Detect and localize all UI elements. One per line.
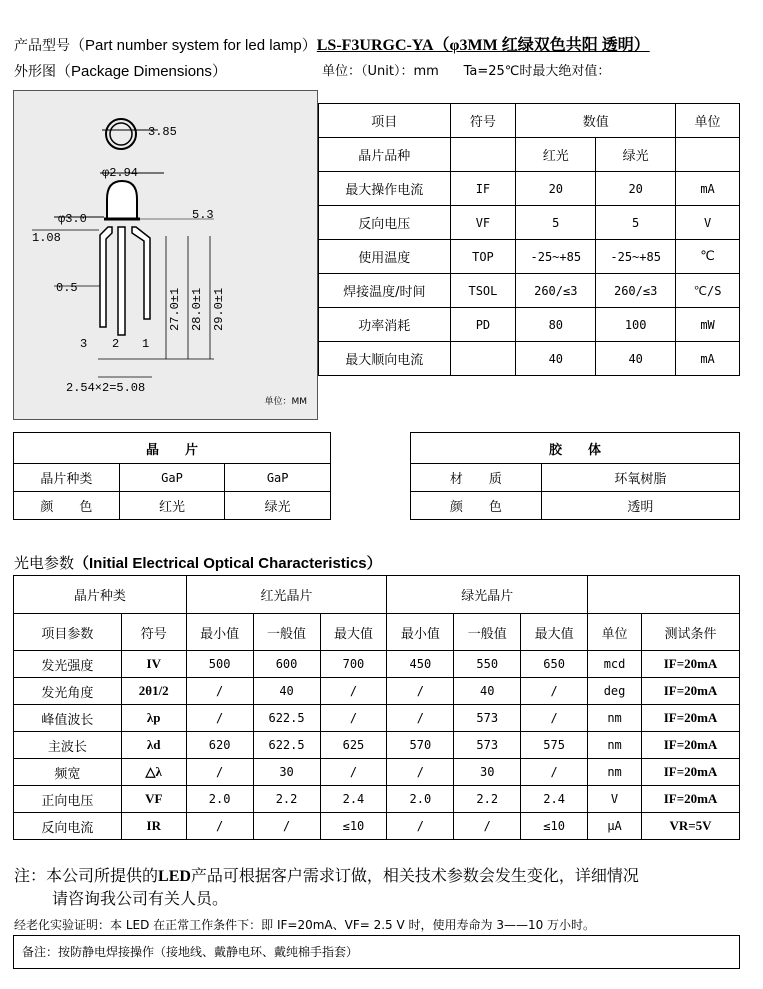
note-remark: 备注：按防静电焊接操作（接地线、戴静电环、戴纯棉手指套） — [13, 935, 740, 969]
dim-30: φ3.0 — [58, 212, 87, 226]
cell — [450, 138, 516, 172]
cell: 环氧树脂 — [541, 464, 739, 492]
table-row — [411, 433, 740, 464]
header-item: 项目 — [319, 104, 451, 138]
cell: V — [588, 786, 642, 813]
table-row — [14, 705, 740, 732]
cell: / — [387, 705, 454, 732]
cell: 550 — [454, 651, 521, 678]
cell: mA — [676, 342, 740, 376]
dim-53: 5.3 — [192, 208, 214, 222]
cell: GaP — [119, 464, 225, 492]
col-header: 符号 — [121, 614, 186, 651]
cell: nm — [588, 705, 642, 732]
package-drawing — [13, 90, 318, 420]
cell: -25~+85 — [596, 240, 676, 274]
cell: 2θ1/2 — [121, 678, 186, 705]
cell: / — [454, 813, 521, 840]
table-row — [14, 433, 331, 464]
note-text: 注：本公司所提供的 — [14, 866, 159, 885]
cell: 绿光 — [596, 138, 676, 172]
cell: nm — [588, 759, 642, 786]
cell: 40 — [516, 342, 596, 376]
col-header: 最大值 — [320, 614, 387, 651]
table-row — [14, 614, 740, 651]
cell: IR — [121, 813, 186, 840]
cell: mA — [676, 172, 740, 206]
lead-2 — [118, 227, 125, 335]
cell: / — [387, 759, 454, 786]
cell: 2.4 — [320, 786, 387, 813]
note-text: 产品可根据客户需求订做，相关技术参数会发生变化，详细情况 — [190, 866, 639, 885]
note-led: LED — [158, 868, 191, 885]
cell: IF=20mA — [642, 786, 740, 813]
table-row — [319, 308, 740, 342]
cell: 573 — [454, 705, 521, 732]
cell: 573 — [454, 732, 521, 759]
note-text-2: 请咨询我公司有关人员。 — [52, 889, 229, 908]
optical-section-title — [14, 552, 382, 573]
max-ratings-table — [318, 103, 740, 376]
cell: 2.2 — [454, 786, 521, 813]
dim-29: 29.0±1 — [212, 287, 226, 331]
cell: 260/≤3 — [516, 274, 596, 308]
chip-title: 晶 片 — [14, 433, 331, 464]
cell: 40 — [596, 342, 676, 376]
cell: deg — [588, 678, 642, 705]
part-description: （φ3MM 红绿双色共阳 透明） — [433, 37, 650, 54]
group-header: 绿光晶片 — [387, 576, 588, 614]
cell: 650 — [521, 651, 588, 678]
dim-294: φ2.94 — [102, 166, 139, 180]
table-row — [14, 576, 740, 614]
cell: 使用温度 — [319, 240, 451, 274]
cell: 红光 — [119, 492, 225, 520]
cell: 5 — [596, 206, 676, 240]
cell: 最大操作电流 — [319, 172, 451, 206]
table-row — [14, 464, 331, 492]
cell: / — [320, 759, 387, 786]
part-number-label-en: （Part number system for led lamp） — [70, 37, 317, 54]
table-row — [14, 492, 331, 520]
dim-05: 0.5 — [56, 281, 78, 295]
cell: 焊接温度/时间 — [319, 274, 451, 308]
table-row — [14, 651, 740, 678]
cell: VR=5V — [642, 813, 740, 840]
cell: 正向电压 — [14, 786, 122, 813]
col-header: 测试条件 — [642, 614, 740, 651]
cell: ≤10 — [320, 813, 387, 840]
cell: 622.5 — [253, 732, 320, 759]
cell: 反向电压 — [319, 206, 451, 240]
unit-text: 单位：（Unit）：mm — [322, 64, 439, 79]
cell: VF — [121, 786, 186, 813]
cell: TSOL — [450, 274, 516, 308]
dim-pitch: 2.54×2=5.08 — [66, 381, 146, 395]
cell: / — [186, 705, 253, 732]
cell: mW — [676, 308, 740, 342]
cell: 发光强度 — [14, 651, 122, 678]
lead-3 — [100, 227, 112, 327]
cell: IF — [450, 172, 516, 206]
cell: nm — [588, 732, 642, 759]
cell: ≤10 — [521, 813, 588, 840]
cell: / — [521, 705, 588, 732]
cell: △λ — [121, 759, 186, 786]
cell: 2.4 — [521, 786, 588, 813]
pin-2: 2 — [112, 337, 120, 351]
cell: 2.2 — [253, 786, 320, 813]
cell — [450, 342, 516, 376]
cell: IF=20mA — [642, 732, 740, 759]
cell: ℃/S — [676, 274, 740, 308]
table-row — [14, 759, 740, 786]
cell: 30 — [253, 759, 320, 786]
cell: λd — [121, 732, 186, 759]
cell: μA — [588, 813, 642, 840]
table-row — [319, 342, 740, 376]
package-label: 外形图 — [14, 64, 56, 80]
group-header: 晶片种类 — [14, 576, 187, 614]
cell: PD — [450, 308, 516, 342]
col-header: 一般值 — [253, 614, 320, 651]
col-header: 单位 — [588, 614, 642, 651]
cell: / — [387, 813, 454, 840]
dim-108: 1.08 — [32, 231, 61, 245]
cell: 最大顺向电流 — [319, 342, 451, 376]
cell: 2.0 — [186, 786, 253, 813]
pin-3: 3 — [80, 337, 88, 351]
part-number: LS-F3URGC-YA — [316, 37, 434, 54]
cell: 20 — [516, 172, 596, 206]
optical-rows — [14, 651, 740, 840]
epoxy-title: 胶 体 — [411, 433, 740, 464]
table-row — [319, 104, 740, 138]
table-row — [319, 138, 740, 172]
cell: 40 — [454, 678, 521, 705]
col-header: 项目参数 — [14, 614, 122, 651]
cell: mcd — [588, 651, 642, 678]
cell: 功率消耗 — [319, 308, 451, 342]
cell: V — [676, 206, 740, 240]
epoxy-table — [410, 432, 740, 520]
group-header-empty — [588, 576, 740, 614]
note-aging: 经老化实验证明：本 LED 在正常工作条件下：即 IF=20mA、VF= 2.5 V 时，使用寿命为 3——10 万小时。 — [14, 918, 596, 932]
note-main — [14, 865, 744, 910]
cell: 红光 — [516, 138, 596, 172]
table-row — [319, 172, 740, 206]
cell: 575 — [521, 732, 588, 759]
header-symbol: 符号 — [450, 104, 516, 138]
pin-1: 1 — [142, 337, 150, 351]
cell: 晶片品种 — [319, 138, 451, 172]
cell: TOP — [450, 240, 516, 274]
optical-title-en: （Initial Electrical Optical Characteristics） — [74, 555, 382, 572]
lead-1 — [132, 227, 150, 319]
cell: 450 — [387, 651, 454, 678]
cell: 30 — [454, 759, 521, 786]
cell: / — [253, 813, 320, 840]
table-row — [319, 240, 740, 274]
dim-27: 27.0±1 — [168, 287, 182, 331]
cell: 5 — [516, 206, 596, 240]
cell: IF=20mA — [642, 759, 740, 786]
top-view-inner-circle — [110, 123, 132, 145]
unit-line — [322, 60, 610, 79]
cell: / — [186, 813, 253, 840]
cell: VF — [450, 206, 516, 240]
part-number-line — [14, 32, 650, 55]
cell: IF=20mA — [642, 678, 740, 705]
group-header: 红光晶片 — [186, 576, 387, 614]
cell: 500 — [186, 651, 253, 678]
cell: 20 — [596, 172, 676, 206]
table-row — [411, 492, 740, 520]
cell: 620 — [186, 732, 253, 759]
chip-table — [13, 432, 331, 520]
col-header: 最小值 — [387, 614, 454, 651]
cell: / — [186, 759, 253, 786]
cell: 100 — [596, 308, 676, 342]
header-value: 数值 — [516, 104, 676, 138]
cell: / — [320, 705, 387, 732]
cell: 40 — [253, 678, 320, 705]
cell: 主波长 — [14, 732, 122, 759]
ta-text: Ta=25℃时最大绝对值： — [463, 64, 611, 79]
cell: IV — [121, 651, 186, 678]
dim-28: 28.0±1 — [190, 287, 204, 331]
led-dome — [107, 181, 137, 219]
cell: 反向电流 — [14, 813, 122, 840]
cell: / — [521, 759, 588, 786]
dim-385: 3.85 — [148, 125, 177, 139]
header-unit: 单位 — [676, 104, 740, 138]
table-row — [14, 678, 740, 705]
col-header: 一般值 — [454, 614, 521, 651]
table-row — [319, 274, 740, 308]
cell: / — [521, 678, 588, 705]
package-label-en: （Package Dimensions） — [56, 63, 227, 80]
cell: 2.0 — [387, 786, 454, 813]
cell: IF=20mA — [642, 705, 740, 732]
optical-title: 光电参数 — [14, 554, 75, 572]
package-unit: 单位：MM — [264, 397, 307, 407]
cell: 材 质 — [411, 464, 542, 492]
cell: 颜 色 — [14, 492, 120, 520]
optical-table — [13, 575, 740, 840]
col-header: 最小值 — [186, 614, 253, 651]
cell: / — [320, 678, 387, 705]
table-row — [14, 732, 740, 759]
cell: 绿光 — [225, 492, 331, 520]
cell — [676, 138, 740, 172]
cell: 80 — [516, 308, 596, 342]
cell: λp — [121, 705, 186, 732]
cell: GaP — [225, 464, 331, 492]
cell: 发光角度 — [14, 678, 122, 705]
col-header: 最大值 — [521, 614, 588, 651]
cell: 622.5 — [253, 705, 320, 732]
cell: ℃ — [676, 240, 740, 274]
part-number-label: 产品型号 — [14, 38, 70, 54]
led-outline-diagram — [14, 91, 317, 419]
cell: IF=20mA — [642, 651, 740, 678]
cell: 峰值波长 — [14, 705, 122, 732]
cell: 透明 — [541, 492, 739, 520]
cell: / — [186, 678, 253, 705]
cell: 颜 色 — [411, 492, 542, 520]
cell: 260/≤3 — [596, 274, 676, 308]
cell: -25~+85 — [516, 240, 596, 274]
table-row — [319, 206, 740, 240]
cell: 频宽 — [14, 759, 122, 786]
table-row — [411, 464, 740, 492]
cell: 625 — [320, 732, 387, 759]
cell: 570 — [387, 732, 454, 759]
package-label-line — [14, 60, 227, 81]
cell: / — [387, 678, 454, 705]
cell: 700 — [320, 651, 387, 678]
cell: 晶片种类 — [14, 464, 120, 492]
cell: 600 — [253, 651, 320, 678]
table-row — [14, 786, 740, 813]
table-row — [14, 813, 740, 840]
